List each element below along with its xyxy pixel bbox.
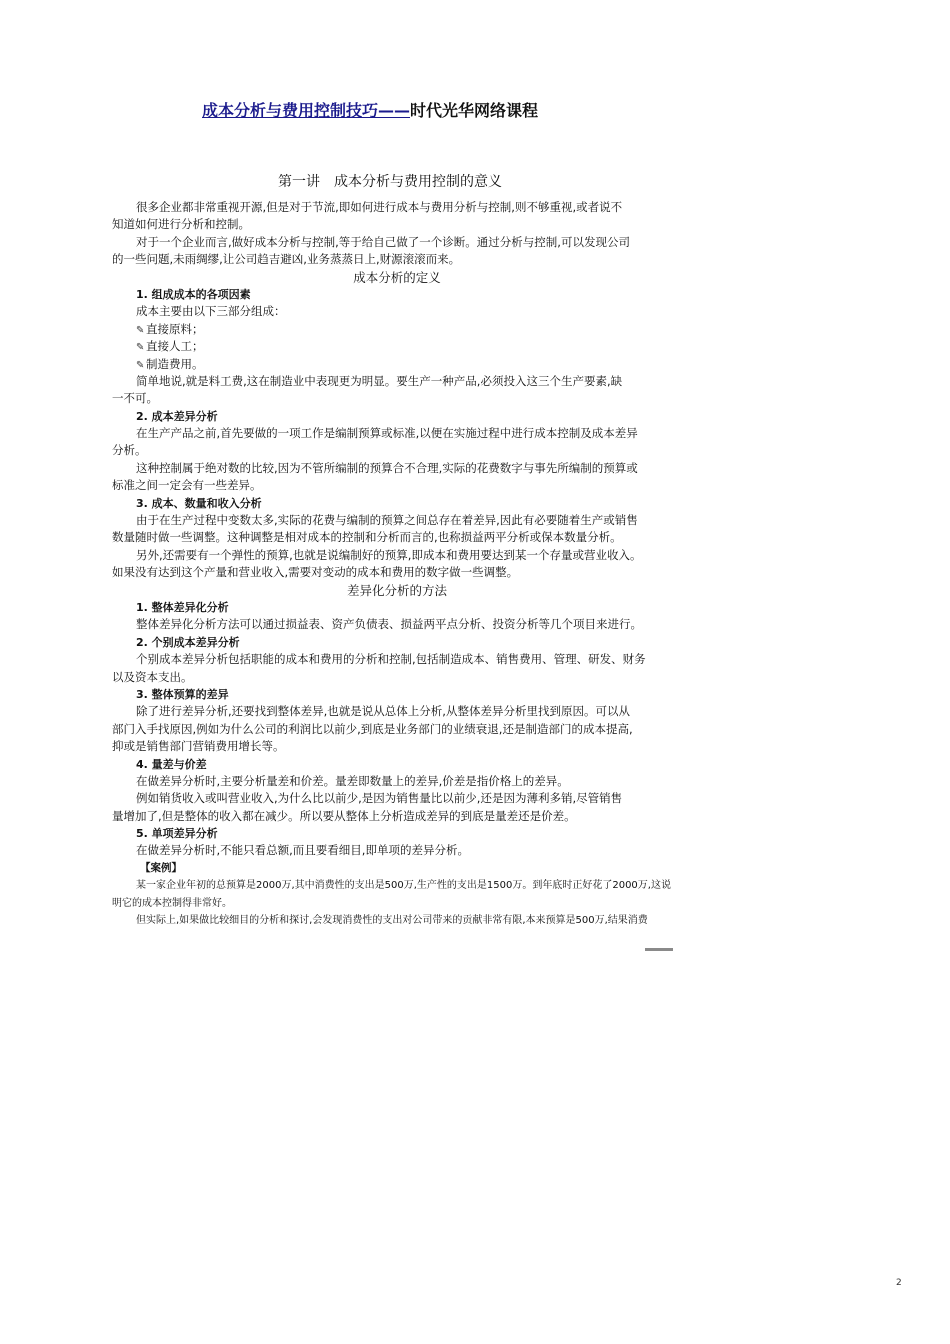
paragraph-line: 在做差异分析时,不能只看总额,而且要看细目,即单项的差异分析。 bbox=[136, 843, 469, 858]
paragraph-line: 抑或是销售部门营销费用增长等。 bbox=[112, 739, 285, 754]
case-label: 【案例】 bbox=[140, 861, 182, 874]
subheading: 3. 成本、数量和收入分析 bbox=[136, 496, 262, 510]
title-suffix: 时代光华网络课程 bbox=[410, 101, 539, 120]
paragraph-line: 在做差异分析时,主要分析量差和价差。量差即数量上的差异,价差是指价格上的差异。 bbox=[136, 773, 569, 788]
subheading: 3. 整体预算的差异 bbox=[136, 687, 229, 701]
pencil-icon: ✎ bbox=[136, 324, 145, 336]
subheading: 2. 个别成本差异分析 bbox=[136, 635, 240, 649]
bullet-text: 制造费用。 bbox=[146, 356, 204, 371]
subheading: 5. 单项差异分析 bbox=[136, 827, 218, 841]
paragraph-line: 数量随时做一些调整。这种调整是相对成本的控制和分析而言的,也称损益两平分析或保本数量分析。 bbox=[112, 530, 622, 545]
document-body bbox=[112, 199, 682, 929]
intro-paragraph-line: 对于一个企业而言,做好成本分析与控制,等于给自己做了一个诊断。通过分析与控制,可以发现公司 bbox=[136, 234, 630, 249]
title-link[interactable]: 成本分析与费用控制技巧—— bbox=[202, 101, 411, 120]
subheading: 4. 量差与价差 bbox=[136, 757, 207, 771]
subheading: 1. 整体差异化分析 bbox=[136, 600, 229, 614]
bullet-text: 直接原料； bbox=[146, 321, 204, 336]
paragraph-line: 标准之间一定会有一些差异。 bbox=[112, 478, 262, 493]
paragraph-line: 成本主要由以下三部分组成： bbox=[136, 304, 286, 319]
paragraph-line: 简单地说,就是料工费,这在制造业中表现更为明显。要生产一种产品,必须投入这三个生产要素,缺 bbox=[136, 373, 623, 388]
lecture-title: 第一讲 成本分析与费用控制的意义 bbox=[278, 174, 502, 190]
intro-paragraph-line: 知道如何进行分析和控制。 bbox=[112, 217, 250, 232]
pencil-icon: ✎ bbox=[136, 359, 145, 371]
paragraph-line: 另外,还需要有一个弹性的预算,也就是说编制好的预算,即成本和费用要达到某一个存量或营业收入。 bbox=[136, 547, 642, 562]
page-number: 2 bbox=[896, 1278, 902, 1288]
subheading: 2. 成本差异分析 bbox=[136, 409, 218, 423]
section-title: 差异化分析的方法 bbox=[346, 582, 447, 598]
paragraph-line: 这种控制属于绝对数的比较,因为不管所编制的预算合不合理,实际的花费数字与事先所编制的预算或 bbox=[136, 460, 638, 475]
case-paragraph-line: 某一家企业年初的总预算是2000万,其中消费性的支出是500万,生产性的支出是1500万。到年底时正好花了2000万,这说 bbox=[136, 880, 671, 892]
case-paragraph-line: 明它的成本控制得非常好。 bbox=[112, 897, 232, 909]
paragraph-line: 个别成本差异分析包括职能的成本和费用的分析和控制,包括制造成本、销售费用、管理、研发、财务 bbox=[136, 652, 646, 667]
paragraph-line: 一不可。 bbox=[112, 391, 158, 406]
page-break-marker bbox=[645, 948, 673, 951]
section-title: 成本分析的定义 bbox=[353, 269, 441, 285]
paragraph-line: 除了进行差异分析,还要找到整体差异,也就是说从总体上分析,从整体差异分析里找到原因。可以从 bbox=[136, 704, 630, 719]
pencil-icon: ✎ bbox=[136, 342, 145, 354]
intro-paragraph-line: 的一些问题,未雨绸缪,让公司趋吉避凶,业务蒸蒸日上,财源滚滚而来。 bbox=[112, 252, 461, 267]
intro-paragraph-line: 很多企业都非常重视开源,但是对于节流,即如何进行成本与费用分析与控制,则不够重视,或者说不 bbox=[136, 200, 623, 214]
paragraph-line: 在生产产品之前,首先要做的一项工作是编制预算或标准,以便在实施过程中进行成本控制及成本差异 bbox=[136, 426, 638, 441]
bullet-text: 直接人工； bbox=[146, 339, 204, 354]
subheading: 1. 组成成本的各项因素 bbox=[136, 287, 251, 301]
paragraph-line: 量增加了,但是整体的收入都在减少。所以要从整体上分析造成差异的到底是量差还是价差。 bbox=[112, 808, 576, 823]
paragraph-line: 由于在生产过程中变数太多,实际的花费与编制的预算之间总存在着差异,因此有必要随着生产或销售 bbox=[136, 513, 638, 528]
paragraph-line: 部门入手找原因,例如为什么公司的利润比以前少,到底是业务部门的业绩衰退,还是制造部门的成本提高, bbox=[112, 721, 633, 736]
paragraph-line: 分析。 bbox=[112, 443, 147, 458]
document-title bbox=[202, 100, 538, 122]
bullet-item bbox=[112, 338, 682, 355]
paragraph-line: 以及资本支出。 bbox=[112, 669, 193, 684]
paragraph-line: 整体差异化分析方法可以通过损益表、资产负债表、损益两平点分析、投资分析等几个项目来进行。 bbox=[136, 617, 642, 632]
paragraph-line: 例如销货收入或叫营业收入,为什么比以前少,是因为销售量比以前少,还是因为薄利多销,尽管销售 bbox=[136, 791, 623, 806]
paragraph-line: 如果没有达到这个产量和营业收入,需要对变动的成本和费用的数字做一些调整。 bbox=[112, 565, 519, 580]
bullet-item bbox=[112, 356, 682, 373]
bullet-item bbox=[112, 321, 682, 338]
case-paragraph-line: 但实际上,如果做比较细目的分析和探讨,会发现消费性的支出对公司带来的贡献非常有限,本来预算是500万,结果消费 bbox=[136, 915, 648, 927]
